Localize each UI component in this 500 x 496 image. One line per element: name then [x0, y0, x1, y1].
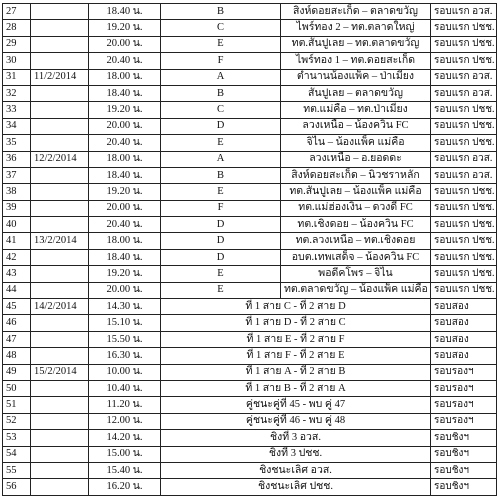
match-time-cell: 16.20 น. [89, 479, 161, 495]
match-group-cell: B [161, 4, 281, 20]
match-number-cell: 56 [3, 479, 31, 495]
match-date-cell [31, 430, 89, 446]
table-row [3, 217, 497, 233]
table-row [3, 479, 497, 495]
match-group-cell: E [161, 266, 281, 282]
match-teams-cell: ทต.แม่ฮ่องเงิน – ดวงดี FC [281, 200, 431, 216]
match-time-cell: 15.50 น. [89, 331, 161, 347]
match-group-cell: D [161, 118, 281, 134]
table-row [3, 233, 497, 249]
match-round-cell: รอบแรก ปชช. [431, 200, 497, 216]
match-date-cell [31, 36, 89, 52]
match-round-cell: รอบแรก อวส. [431, 4, 497, 20]
match-round-cell: รอบรองฯ [431, 364, 497, 380]
match-date-cell: 15/2/2014 [31, 364, 89, 380]
match-group-cell: D [161, 249, 281, 265]
match-date-cell: 13/2/2014 [31, 233, 89, 249]
match-time-cell: 10.40 น. [89, 380, 161, 396]
match-teams-cell: คู่ชนะคู่ที่ 46 - พบ คู่ 48 [161, 413, 431, 429]
match-time-cell: 20.40 น. [89, 53, 161, 69]
match-date-cell: 12/2/2014 [31, 151, 89, 167]
match-time-cell: 19.20 น. [89, 20, 161, 36]
match-round-cell: รอบชิงฯ [431, 430, 497, 446]
match-number-cell: 43 [3, 266, 31, 282]
match-group-cell: F [161, 53, 281, 69]
match-time-cell: 18.40 น. [89, 249, 161, 265]
table-row [3, 364, 497, 380]
match-teams-cell: พอดีคโพร – จิไน [281, 266, 431, 282]
match-teams-cell: ตำนานน้องแพ็ค – ป่าเมี่ยง [281, 69, 431, 85]
table-row [3, 299, 497, 315]
match-time-cell: 18.00 น. [89, 233, 161, 249]
match-number-cell: 38 [3, 184, 31, 200]
table-row [3, 331, 497, 347]
match-teams-cell: ที่ 1 สาย F - ที่ 2 สาย E [161, 348, 431, 364]
match-group-cell: C [161, 20, 281, 36]
match-round-cell: รอบแรก ปชช. [431, 102, 497, 118]
match-number-cell: 42 [3, 249, 31, 265]
match-teams-cell: ทต.แม่คือ – ทต.ป่าเมี่ยง [281, 102, 431, 118]
match-number-cell: 41 [3, 233, 31, 249]
match-teams-cell: ที่ 1 สาย E - ที่ 2 สาย F [161, 331, 431, 347]
table-row [3, 151, 497, 167]
match-teams-cell: ที่ 1 สาย C - ที่ 2 สาย D [161, 299, 431, 315]
match-date-cell [31, 331, 89, 347]
match-number-cell: 44 [3, 282, 31, 298]
match-teams-cell: สันปูเลย – ตลาดขวัญ [281, 85, 431, 101]
match-teams-cell: คู่ชนะคู่ที่ 45 - พบ คู่ 47 [161, 397, 431, 413]
match-time-cell: 20.00 น. [89, 200, 161, 216]
match-round-cell: รอบชิงฯ [431, 462, 497, 478]
match-teams-cell: สิงห์ดอยสะเก็ด – ตลาดขวัญ [281, 4, 431, 20]
match-number-cell: 45 [3, 299, 31, 315]
match-teams-cell: อบต.เทพเสด็จ – น้องควิน FC [281, 249, 431, 265]
match-round-cell: รอบแรก ปชช. [431, 135, 497, 151]
match-group-cell: B [161, 167, 281, 183]
match-number-cell: 51 [3, 397, 31, 413]
match-teams-cell: ชิงชนะเลิศ อวส. [161, 462, 431, 478]
match-group-cell: D [161, 233, 281, 249]
table-row [3, 249, 497, 265]
match-number-cell: 28 [3, 20, 31, 36]
table-row [3, 167, 497, 183]
match-time-cell: 16.30 น. [89, 348, 161, 364]
match-date-cell [31, 479, 89, 495]
match-date-cell [31, 266, 89, 282]
match-teams-cell: ชิงที่ 3 ปชช. [161, 446, 431, 462]
match-date-cell [31, 462, 89, 478]
match-date-cell [31, 4, 89, 20]
match-teams-cell: ทต.เชิงดอย – น้องควิน FC [281, 217, 431, 233]
match-date-cell: 11/2/2014 [31, 69, 89, 85]
match-time-cell: 20.00 น. [89, 118, 161, 134]
match-round-cell: รอบสอง [431, 315, 497, 331]
match-date-cell [31, 217, 89, 233]
match-number-cell: 29 [3, 36, 31, 52]
schedule-sheet [2, 3, 496, 496]
match-round-cell: รอบแรก อวส. [431, 85, 497, 101]
table-row [3, 430, 497, 446]
table-row [3, 53, 497, 69]
table-row [3, 135, 497, 151]
match-teams-cell: ลวงเหนือ – น้องควิน FC [281, 118, 431, 134]
match-date-cell [31, 380, 89, 396]
match-round-cell: รอบชิงฯ [431, 479, 497, 495]
match-group-cell: A [161, 151, 281, 167]
match-teams-cell: ไพร์ทอง 2 – ทต.ตลาดใหญ่ [281, 20, 431, 36]
match-teams-cell: ที่ 1 สาย D - ที่ 2 สาย C [161, 315, 431, 331]
table-row [3, 380, 497, 396]
match-round-cell: รอบแรก อวส. [431, 167, 497, 183]
match-date-cell [31, 282, 89, 298]
table-row [3, 348, 497, 364]
match-time-cell: 19.20 น. [89, 184, 161, 200]
match-round-cell: รอบแรก ปชช. [431, 249, 497, 265]
match-time-cell: 15.00 น. [89, 446, 161, 462]
match-number-cell: 52 [3, 413, 31, 429]
match-number-cell: 46 [3, 315, 31, 331]
match-teams-cell: ที่ 1 สาย B - ที่ 2 สาย A [161, 380, 431, 396]
table-row [3, 102, 497, 118]
match-round-cell: รอบรองฯ [431, 397, 497, 413]
match-date-cell [31, 315, 89, 331]
match-round-cell: รอบแรก อวส. [431, 69, 497, 85]
match-number-cell: 27 [3, 4, 31, 20]
match-date-cell [31, 348, 89, 364]
table-row [3, 315, 497, 331]
match-round-cell: รอบแรก ปชช. [431, 118, 497, 134]
match-date-cell [31, 102, 89, 118]
schedule-body [3, 4, 497, 496]
table-row [3, 413, 497, 429]
match-teams-cell: ไพร์ทอง 1 – ทต.ดอยสะเก็ด [281, 53, 431, 69]
table-row [3, 184, 497, 200]
match-teams-cell: ชิงที่ 3 อวส. [161, 430, 431, 446]
match-number-cell: 49 [3, 364, 31, 380]
match-number-cell: 33 [3, 102, 31, 118]
match-round-cell: รอบแรก ปชช. [431, 53, 497, 69]
match-group-cell: E [161, 36, 281, 52]
table-row [3, 20, 497, 36]
match-round-cell: รอบแรก ปชช. [431, 184, 497, 200]
table-row [3, 266, 497, 282]
match-time-cell: 18.40 น. [89, 167, 161, 183]
match-round-cell: รอบแรก ปชช. [431, 233, 497, 249]
match-number-cell: 30 [3, 53, 31, 69]
match-group-cell: B [161, 85, 281, 101]
table-row [3, 282, 497, 298]
match-number-cell: 47 [3, 331, 31, 347]
match-number-cell: 55 [3, 462, 31, 478]
match-date-cell [31, 167, 89, 183]
match-number-cell: 54 [3, 446, 31, 462]
match-time-cell: 15.40 น. [89, 462, 161, 478]
table-row [3, 69, 497, 85]
table-row [3, 397, 497, 413]
match-round-cell: รอบสอง [431, 348, 497, 364]
match-group-cell: F [161, 200, 281, 216]
match-time-cell: 18.40 น. [89, 4, 161, 20]
match-date-cell [31, 53, 89, 69]
match-group-cell: E [161, 184, 281, 200]
match-round-cell: รอบแรก ปชช. [431, 20, 497, 36]
match-date-cell [31, 413, 89, 429]
match-number-cell: 39 [3, 200, 31, 216]
table-row [3, 85, 497, 101]
match-time-cell: 20.00 น. [89, 36, 161, 52]
match-round-cell: รอบแรก ปชช. [431, 36, 497, 52]
match-number-cell: 48 [3, 348, 31, 364]
match-teams-cell: ทต.ตลาดขวัญ – น้องแพ็ค แม่คือ [281, 282, 431, 298]
match-group-cell: D [161, 217, 281, 233]
match-time-cell: 11.20 น. [89, 397, 161, 413]
match-number-cell: 40 [3, 217, 31, 233]
table-row [3, 200, 497, 216]
match-date-cell [31, 249, 89, 265]
match-number-cell: 31 [3, 69, 31, 85]
match-teams-cell: จิไน – น้องแพ็ค แม่คือ [281, 135, 431, 151]
match-teams-cell: ชิงชนะเลิศ ปชช. [161, 479, 431, 495]
match-teams-cell: ลวงเหนือ – อ.ยอดดะ [281, 151, 431, 167]
match-teams-cell: ทต.สันปูเลย – น้องแพ็ค แม่คือ [281, 184, 431, 200]
match-schedule-table [2, 3, 497, 496]
match-time-cell: 20.40 น. [89, 135, 161, 151]
match-round-cell: รอบชิงฯ [431, 446, 497, 462]
table-row [3, 36, 497, 52]
match-date-cell [31, 85, 89, 101]
match-teams-cell: ที่ 1 สาย A - ที่ 2 สาย B [161, 364, 431, 380]
match-group-cell: A [161, 69, 281, 85]
match-number-cell: 34 [3, 118, 31, 134]
match-round-cell: รอบแรก อวส. [431, 151, 497, 167]
table-row [3, 446, 497, 462]
match-teams-cell: สิงห์ดอยสะเก็ด – นิวชราหลัก [281, 167, 431, 183]
match-number-cell: 53 [3, 430, 31, 446]
match-number-cell: 32 [3, 85, 31, 101]
match-time-cell: 15.10 น. [89, 315, 161, 331]
match-group-cell: E [161, 282, 281, 298]
match-round-cell: รอบรองฯ [431, 413, 497, 429]
match-time-cell: 10.00 น. [89, 364, 161, 380]
match-time-cell: 18.00 น. [89, 151, 161, 167]
table-row [3, 118, 497, 134]
match-teams-cell: ทต.ลวงเหนือ – ทต.เชิงดอย [281, 233, 431, 249]
match-time-cell: 14.30 น. [89, 299, 161, 315]
match-round-cell: รอบสอง [431, 331, 497, 347]
match-number-cell: 50 [3, 380, 31, 396]
match-time-cell: 20.00 น. [89, 282, 161, 298]
match-date-cell [31, 446, 89, 462]
match-time-cell: 18.40 น. [89, 85, 161, 101]
table-row [3, 462, 497, 478]
match-number-cell: 35 [3, 135, 31, 151]
match-round-cell: รอบแรก ปชช. [431, 282, 497, 298]
match-number-cell: 37 [3, 167, 31, 183]
match-time-cell: 20.40 น. [89, 217, 161, 233]
match-date-cell [31, 20, 89, 36]
match-round-cell: รอบแรก ปชช. [431, 217, 497, 233]
match-group-cell: C [161, 102, 281, 118]
match-date-cell [31, 184, 89, 200]
match-date-cell [31, 135, 89, 151]
match-teams-cell: ทต.สันปูเลย – ทต.ตลาดขวัญ [281, 36, 431, 52]
match-date-cell [31, 118, 89, 134]
match-time-cell: 12.00 น. [89, 413, 161, 429]
match-time-cell: 18.00 น. [89, 69, 161, 85]
match-round-cell: รอบแรก ปชช. [431, 266, 497, 282]
match-time-cell: 19.20 น. [89, 266, 161, 282]
match-date-cell [31, 200, 89, 216]
match-date-cell: 14/2/2014 [31, 299, 89, 315]
match-time-cell: 14.20 น. [89, 430, 161, 446]
match-group-cell: E [161, 135, 281, 151]
match-round-cell: รอบสอง [431, 299, 497, 315]
match-number-cell: 36 [3, 151, 31, 167]
match-date-cell [31, 397, 89, 413]
table-row [3, 4, 497, 20]
match-round-cell: รอบรองฯ [431, 380, 497, 396]
match-time-cell: 19.20 น. [89, 102, 161, 118]
